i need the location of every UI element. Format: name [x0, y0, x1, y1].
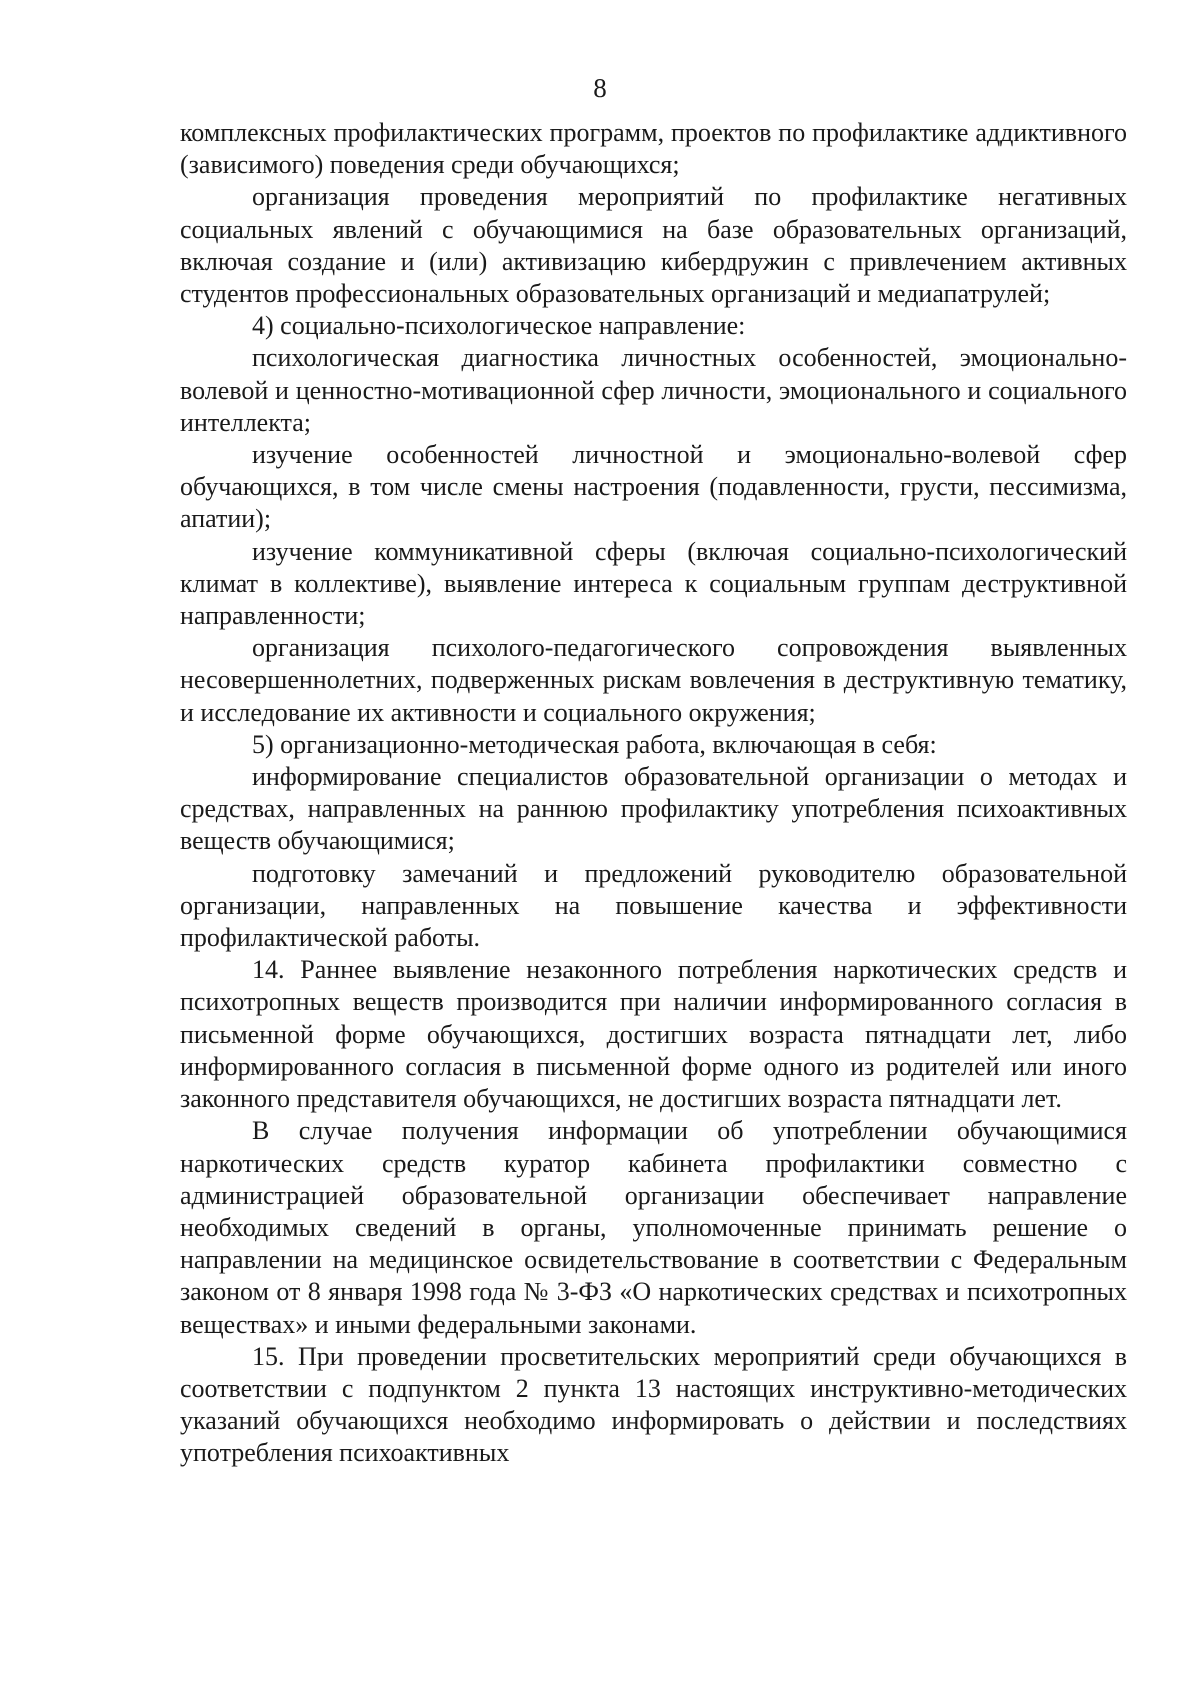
paragraph-negative-phenomena: организация проведения мероприятий по профилактике негативных социальных явлений с обучающимися на базе образовательных организаций, включая создание и (или) активизацию кибердружин с привлечением активных студентов профессиональных образовательных организаций и медиапатрулей; [180, 182, 1127, 309]
paragraph-clause-15: 15. При проведении просветительских мероприятий среди обучающихся в соответствии с подпунктом 2 пункта 13 настоящих инструктивно-методических указаний обучающихся необходимо информировать о действии и последствиях употребления психоактивных [180, 1341, 1127, 1468]
paragraph-psych-diagnostics: психологическая диагностика личностных особенностей, эмоционально-волевой и ценностно-мотивационной сфер личности, эмоционального и социального интеллекта; [180, 343, 1127, 437]
document-body [180, 117, 1127, 1470]
paragraph-clause-14: 14. Раннее выявление незаконного потребления наркотических средств и психотропных веществ производится при наличии информированного согласия в письменной форме обучающихся, достигших возраста пятнадцати лет, либо информированного согласия в письменной форме одного из родителей или иного законного представителя обучающихся, не достигших возраста пятнадцати лет. [180, 955, 1127, 1114]
page-number: 8 [593, 73, 607, 103]
paragraph-drug-use-info: В случае получения информации об употреблении обучающимися наркотических средств куратор кабинета профилактики совместно с администрацией образовательной организации обеспечивает направление необходимых сведений в органы, уполномоченные принимать решение о направлении на медицинское освидетельствование в соответствии с Федеральным законом от 8 января 1998 года № 3-ФЗ «О наркотических средствах и психотропных веществах» и иными федеральными законами. [180, 1116, 1127, 1339]
paragraph-remarks-proposals: подготовку замечаний и предложений руководителю образовательной организации, направленных на повышение качества и эффективности профилактической работы. [180, 858, 1127, 953]
paragraph-psych-support: организация психолого-педагогического сопровождения выявленных несовершеннолетних, подверженных рискам вовлечения в деструктивную тематику, и исследование их активности и социального окружения; [180, 633, 1127, 727]
paragraph-communicative-sphere: изучение коммуникативной сферы (включая социально-психологический климат в коллективе), выявление интереса к социальным группам деструктивной направленности; [180, 536, 1127, 631]
paragraph-emotional-sphere: изучение особенностей личностной и эмоционально-волевой сфер обучающихся, в том числе смены настроения (подавленности, грусти, пессимизма, апатии); [180, 440, 1127, 534]
paragraph-section-4-heading: 4) социально-психологическое направление: [252, 311, 746, 341]
paragraph-informing-specialists: информирование специалистов образовательной организации о методах и средствах, направленных на раннюю профилактику употребления психоактивных веществ обучающимися; [180, 762, 1127, 856]
paragraph-continuation: комплексных профилактических программ, проектов по профилактике аддиктивного (зависимого) поведения среди обучающихся; [180, 118, 1127, 180]
paragraph-section-5-heading: 5) организационно-методическая работа, включающая в себя: [252, 729, 937, 759]
